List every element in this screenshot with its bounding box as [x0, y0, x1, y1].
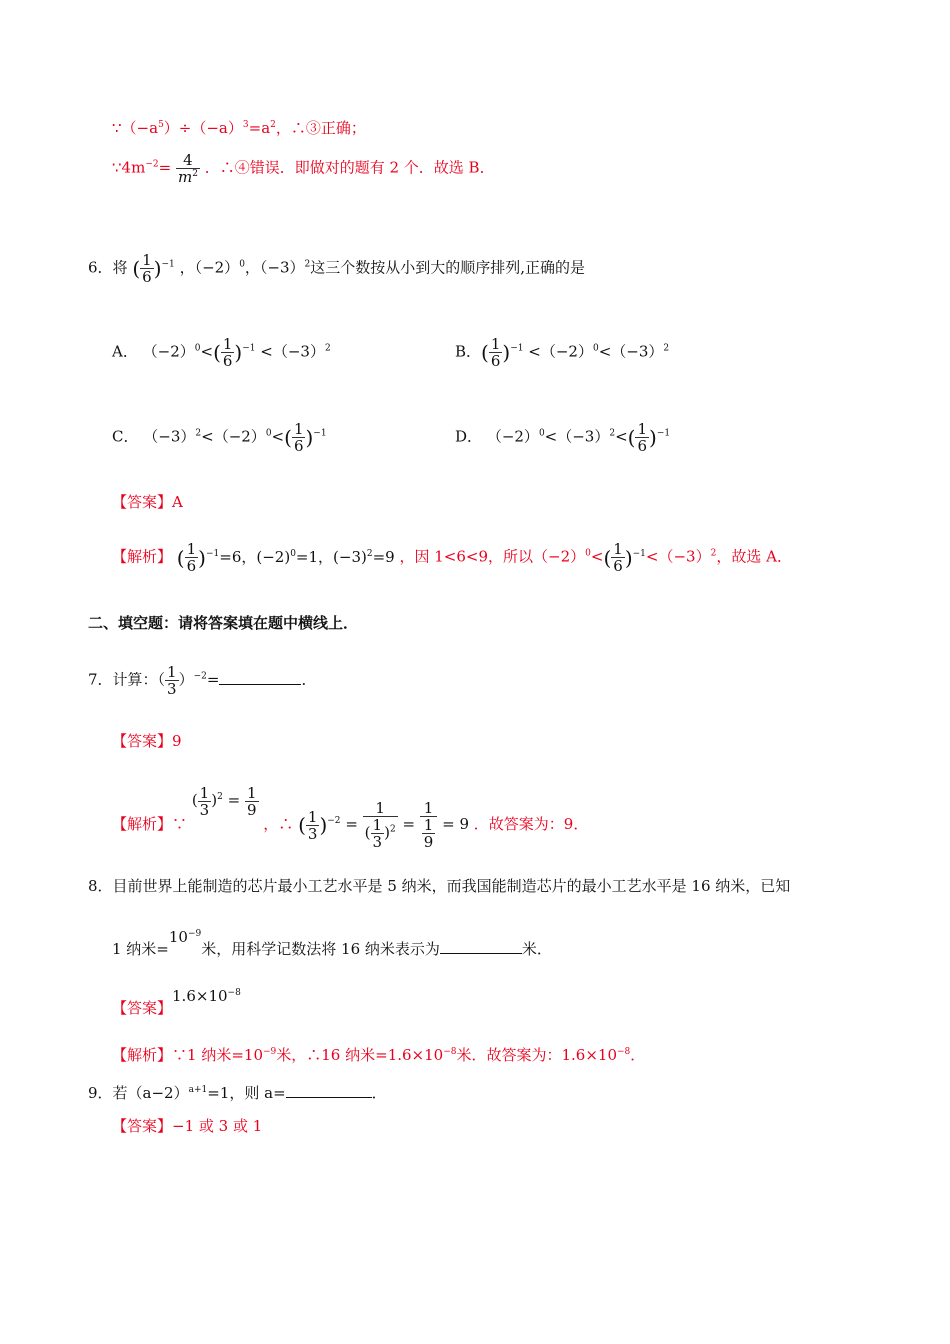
analysis-line-4: $\because 4m^{-2}=$ $\frac{4}{m^2}$ ．∴④错误．即做对的题有 2 个．故选 B．	[112, 151, 495, 186]
answer-blank[interactable]	[286, 1081, 372, 1098]
option-b[interactable]: B．( $\frac{1}{6}$ )$^{-1} <(-2)^0<(-3)^2$	[455, 335, 670, 370]
question-8-line-1: 8．目前世界上能制造的芯片最小工艺水平是 5 纳米，而我国能制造芯片的最小工艺水平是 16 纳米，已知	[88, 877, 791, 895]
answer-7: 【答案】9	[112, 732, 182, 750]
analysis-line-3: $\because(-a^5)\div(-a)^3=a^2$，∴③正确；	[112, 119, 366, 137]
analysis-math: ( $\frac{1}{6}$ )$^{-1}$=6，$(-2)^0=1$，$(-3)^2=9$	[176, 540, 395, 575]
fraction: $\frac{1}{6}$	[142, 251, 152, 286]
fraction: $\frac{4}{m^2}$	[177, 151, 198, 186]
fraction: $\frac{1}{6}$	[637, 420, 648, 455]
analysis-6: 【解析】 ( $\frac{1}{6}$ )$^{-1}$=6，$(-2)^0=1$，$(-3)^2=9$ ，因 1<6<9，所以$(-2)^0<$( $\frac{1}{6}$ )$^{-1}<(-3)^2$，故选 A．	[112, 540, 792, 575]
section-heading: 二、填空题：请将答案填在题中横线上．	[88, 614, 359, 632]
fraction: $\frac{1}{6}$	[222, 335, 233, 370]
question-6: 6．将 ( $\frac{1}{6}$ )$^{-1}$ ，$(-2)^0$，$(-3)^2$这三个数按从小到大的顺序排列,正确的是	[88, 251, 586, 286]
analysis-8: 【解析】∵1 纳米$=10^{-9}$米，∴16 纳米$=1.6\times 10^{-8}$米．故答案为：$1.6\times 10^{-8}$．	[112, 1046, 646, 1064]
question-8-line-2: 1 纳米$=10^{-9}$米，用科学记数法将 16 纳米表示为 米．	[112, 928, 552, 958]
fraction: $\frac{1}{6}$	[490, 335, 501, 370]
question-7: 7．计算：（ $\frac{1}{3}$ ）$^{-2}$= ．	[88, 663, 317, 698]
analysis-math-2: ( $\frac{1}{3}$ )$^{-2}$ = 1 ( $\frac{1}{3}$ )$^2$ = $\frac{1}{\frac{1}{9}}$ = 9	[298, 799, 469, 851]
option-d[interactable]: D． $(-2)^0<(-3)^2<$( $\frac{1}{6}$ )$^{-1}$	[455, 420, 671, 455]
answer-6: 【答案】A	[112, 493, 183, 511]
fraction: $\frac{1}{3}$	[167, 663, 177, 698]
question-9: 9．若$(a-2)^{a+1}=1$，则 a= ．	[88, 1081, 387, 1104]
answer-9: 【答案】−1 或 3 或 1	[112, 1117, 263, 1135]
option-a[interactable]: A． $(-2)^0<$( $\frac{1}{6}$ )$^{-1} <(-3)^2$	[112, 335, 331, 370]
answer-blank[interactable]	[440, 937, 522, 954]
fraction: $\frac{1}{6}$	[293, 420, 304, 455]
answer-blank[interactable]	[219, 668, 301, 685]
answer-8: 【答案】$1.6\times 10^{-8}$	[112, 987, 241, 1017]
analysis-7: 【解析】∵ ( $\frac{1}{3}$ )$^2$ = $\frac{1}{9}$ ，∴ ( $\frac{1}{3}$ )$^{-2}$ = 1 ( $\frac{1}{3}$ )$^2$ = $\frac{1}{\frac{1}{9}}$ = 9 ．故答案为：9．	[112, 783, 589, 851]
analysis-math-1: ( $\frac{1}{3}$ )$^2$ = $\frac{1}{9}$	[191, 783, 257, 819]
option-c[interactable]: C． $(-3)^2<(-2)^0<$( $\frac{1}{6}$ )$^{-1}$	[112, 420, 327, 455]
